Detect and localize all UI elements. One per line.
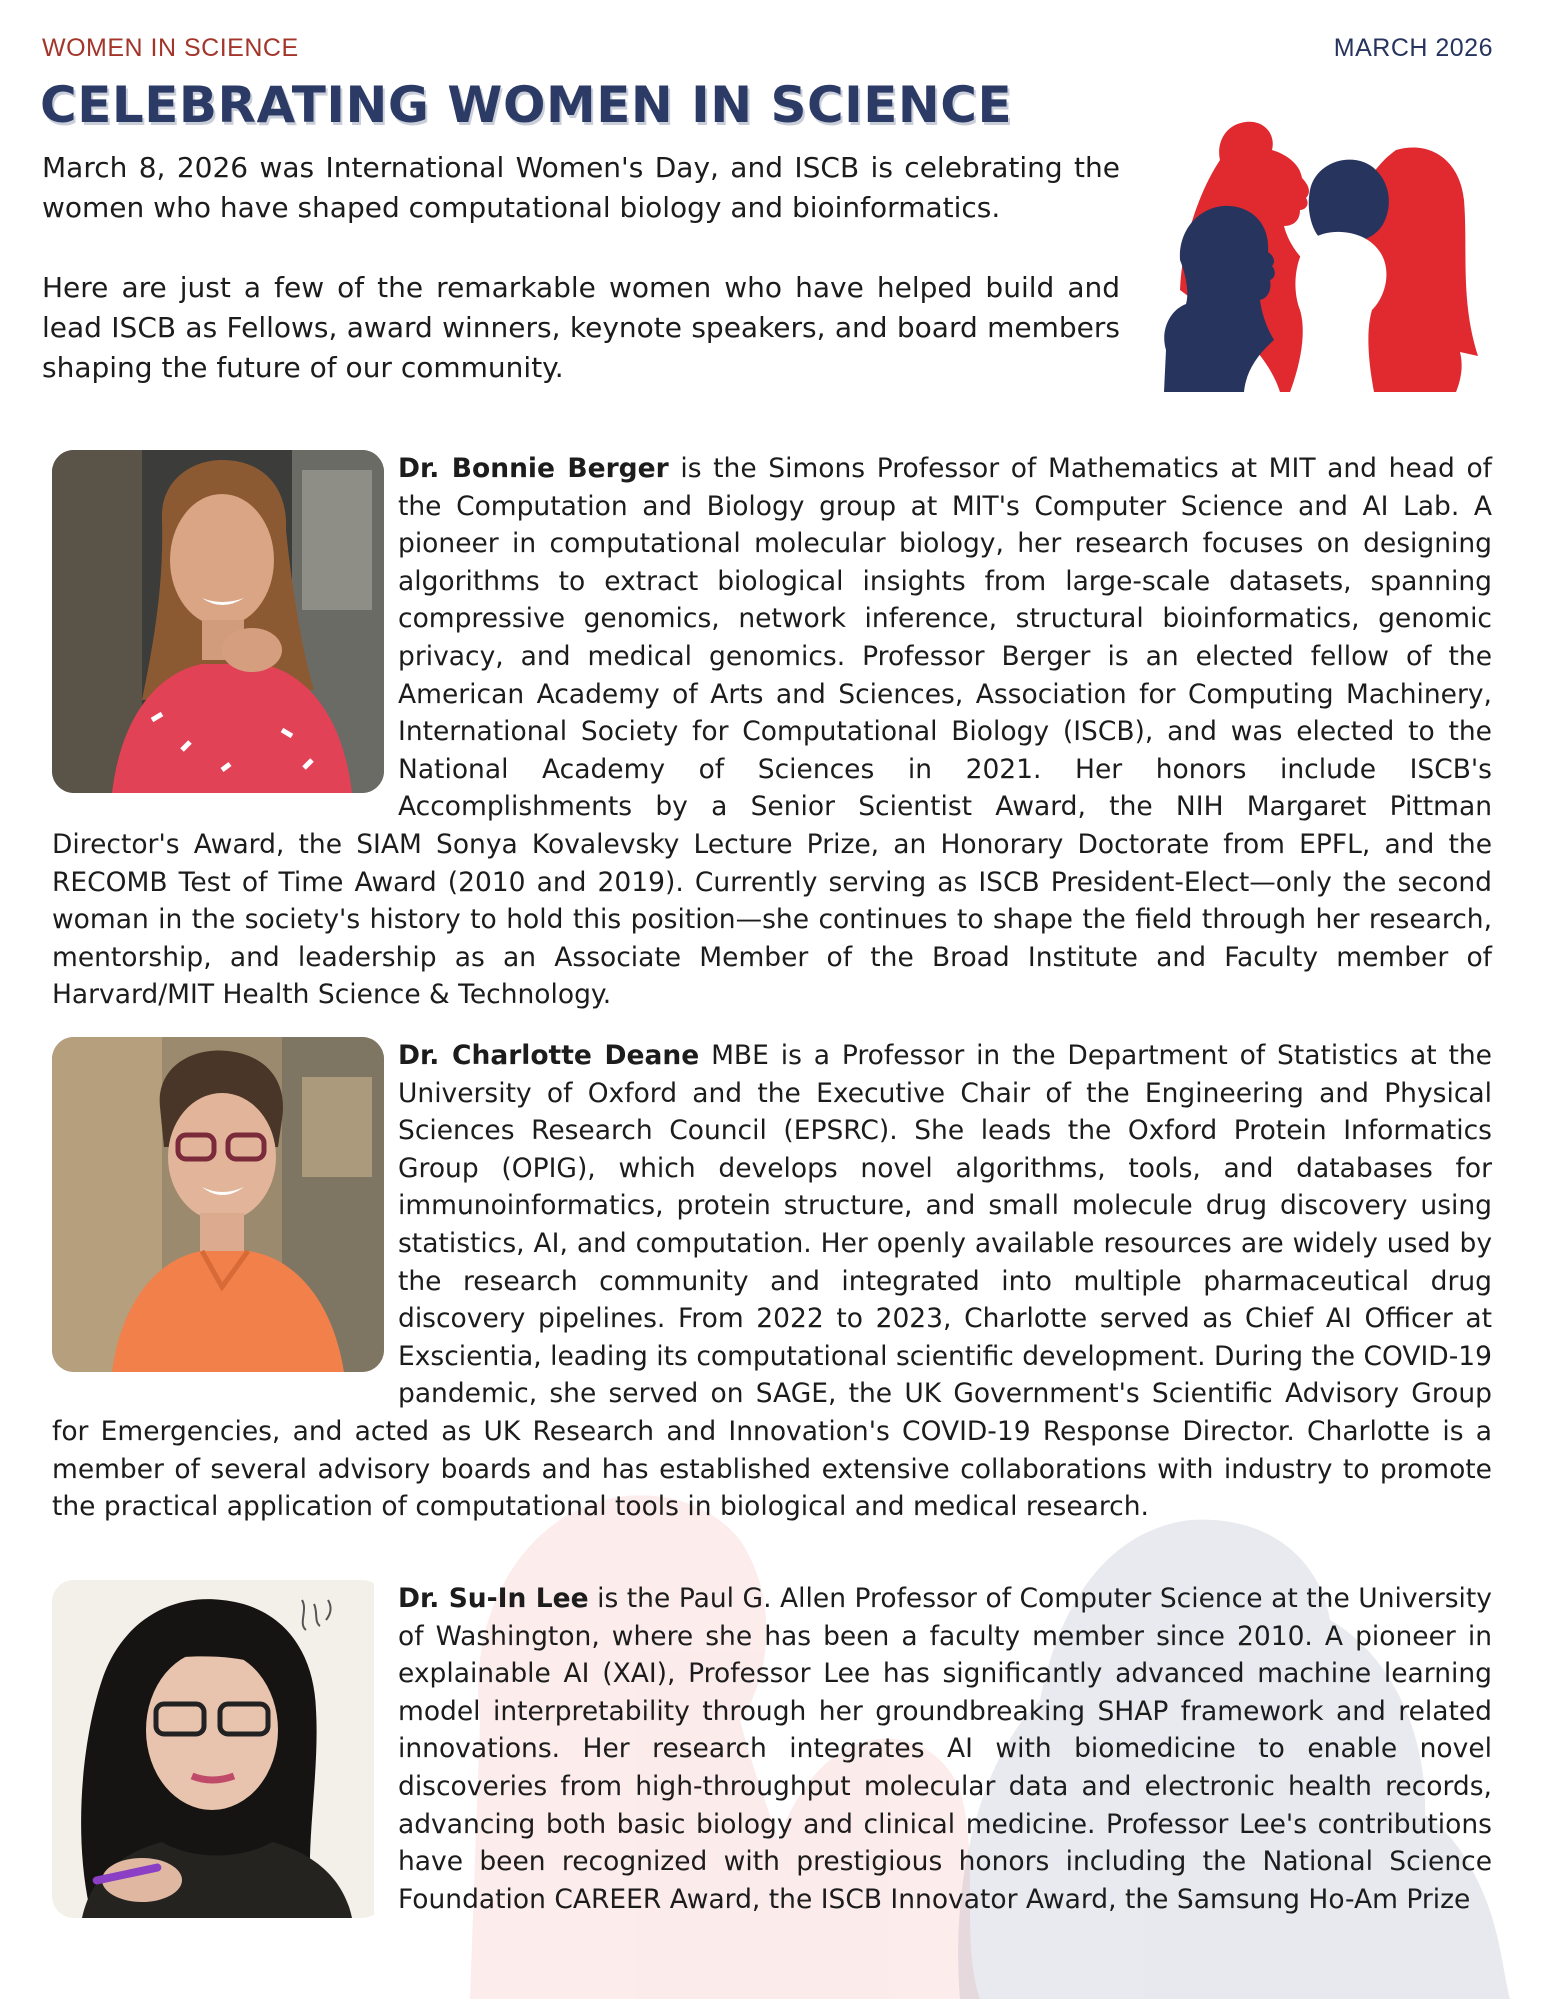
profile-description: MBE is a Professor in the Department of Statistics at the University of Oxford and the Executive Chair of the Engineering and Physical Sciences Research Council (EPSRC). She leads the Oxford Protein Informatics Group (OPIG), which develops novel algorithms, tools, and databases for immunoinformatics, protein structure, and small molecule drug discovery using statistics, AI, and computation. Her openly available resources are widely used by the research community and integrated into multiple pharmaceutical drug discovery pipelines. From 2022 to 2023, Charlotte served as Chief AI Officer at Exscientia, leading its computational scientific development. During the COVID-19 pandemic, she served on SAGE, the UK Government's Scientific Advisory Group for Emergencies, and acted as UK Research and Innovation's COVID-19 Response Director. Charlotte is a member of several advisory boards and has established extensive collaborations with industry to promote the practical application of computational tools in biological and medical research.: [52, 1040, 1492, 1523]
portrait-photo: [52, 1037, 384, 1372]
page-title: CELEBRATING WOMEN IN SCIENCE: [40, 76, 1013, 134]
profile-description: is the Paul G. Allen Professor of Computer Science at the University of Washington, where she has been a faculty member since 2010. A pioneer in explainable AI (XAI), Professor Lee has significantly advanced machine learning model interpretability through her groundbreaking SHAP framework and related innovations. Her research integrates AI with biomedicine to enable novel discoveries from high-throughput molecular data and electronic health records, advancing both basic biology and clinical medicine. Professor Lee's contributions have been recognized with prestigious honors including the National Science Foundation CAREER Award, the ISCB Innovator Award, the Samsung Ho-Am Prize: [398, 1583, 1492, 1915]
section-label: WOMEN IN SCIENCE: [42, 34, 299, 62]
intro-paragraph-2: Here are just a few of the remarkable women who have helped build and lead ISCB as Fellows, award winners, keynote speakers, and board members shaping the future of our community.: [42, 271, 1120, 384]
profile-description: is the Simons Professor of Mathematics at MIT and head of the Computation and Biology group at MIT's Computer Science and AI Lab. A pioneer in computational molecular biology, her research focuses on designing algorithms to extract biological insights from large-scale datasets, spanning compressive genomics, network inference, structural bioinformatics, genomic privacy, and medical genomics. Professor Berger is an elected fellow of the American Academy of Arts and Sciences, Association for Computing Machinery, International Society for Computational Biology (ISCB), and was elected to the National Academy of Sciences in 2021. Her honors include ISCB's Accomplishments by a Senior Scientist Award, the NIH Margaret Pittman Director's Award, the SIAM Sonya Kovalevsky Lecture Prize, an Honorary Doctorate from EPFL, and the RECOMB Test of Time Award (2010 and 2019). Currently serving as ISCB President-Elect—only the second woman in the society's history to hold this position—she continues to shape the field through her research, mentorship, and leadership as an Associate Member of the Broad Institute and Faculty member of Harvard/MIT Health Science & Technology.: [52, 453, 1492, 1011]
profile-su-in-lee: [52, 1580, 1492, 1924]
profile-name: Dr. Charlotte Deane: [398, 1040, 700, 1071]
profile-bonnie-berger: [52, 450, 1492, 1014]
issue-date: MARCH 2026: [1333, 34, 1493, 62]
women-silhouettes-illustration: [1160, 120, 1480, 392]
profile-charlotte-deane: [52, 1037, 1492, 1526]
charlotte-deane-photo: [52, 1037, 384, 1372]
profile-name: Dr. Bonnie Berger: [398, 453, 669, 484]
intro-paragraph-1: March 8, 2026 was International Women's Day, and ISCB is celebrating the women who have shaped computational biology and bioinformatics.: [42, 151, 1120, 224]
portrait-photo: [52, 1580, 384, 1918]
bonnie-berger-photo: [52, 450, 384, 793]
profile-name: Dr. Su-In Lee: [398, 1583, 589, 1614]
su-in-lee-photo: [52, 1580, 374, 1918]
portrait-photo: [52, 450, 384, 793]
intro-text: [42, 148, 1120, 388]
